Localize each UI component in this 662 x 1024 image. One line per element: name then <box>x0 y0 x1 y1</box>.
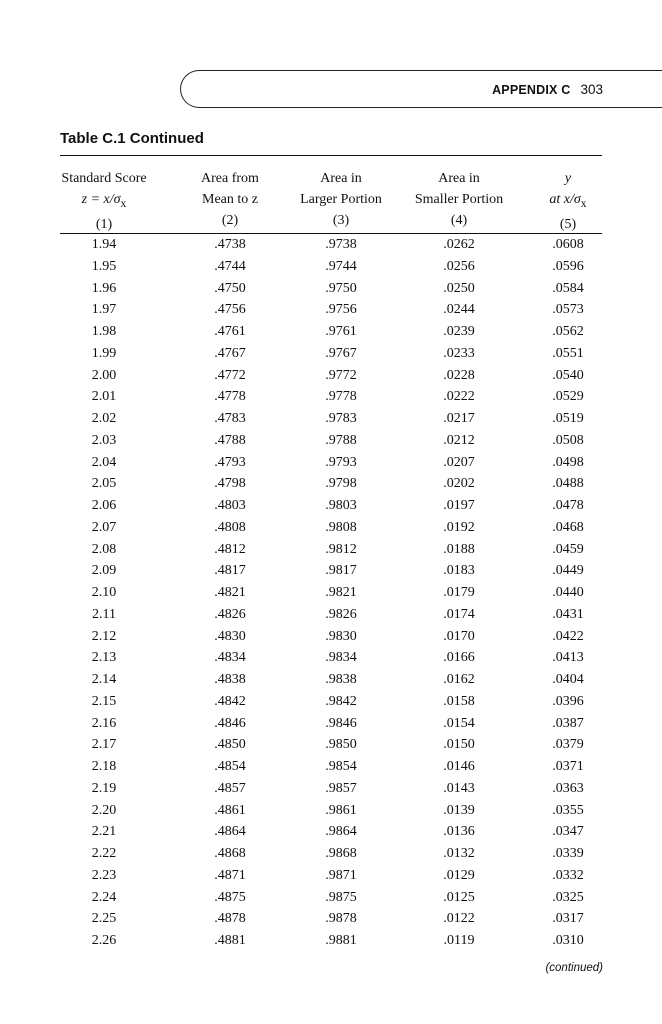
table-cell: .4750 <box>214 280 246 296</box>
table-cell: 2.03 <box>91 432 117 448</box>
table-cell: .9830 <box>325 628 357 644</box>
table-cell: .4744 <box>214 258 246 274</box>
table-cell: .0459 <box>552 541 584 557</box>
table-cell: .4861 <box>214 802 246 818</box>
table-cell: 2.22 <box>91 846 117 861</box>
table-cell: .9793 <box>325 454 357 470</box>
table-cell: 2.04 <box>91 454 117 470</box>
table-cell: .9857 <box>325 780 357 796</box>
table-cell: .4838 <box>214 672 246 687</box>
table-cell: .4857 <box>214 780 246 796</box>
table-cell: .0608 <box>552 237 584 252</box>
table-cell: .4778 <box>214 389 246 405</box>
table-cell: .0132 <box>443 846 475 861</box>
table-cell: .0468 <box>552 519 584 535</box>
table-cell: .0233 <box>443 345 475 361</box>
table-cell: .4793 <box>214 454 246 470</box>
table-cell: .0150 <box>443 737 475 753</box>
table-cell: .9881 <box>325 933 357 948</box>
table-row <box>60 324 602 346</box>
table-cell: .4756 <box>214 302 246 318</box>
table-cell: .0596 <box>552 258 584 274</box>
table-row <box>60 911 602 933</box>
table-cell: .9821 <box>325 585 357 600</box>
table-cell: .0244 <box>443 302 475 318</box>
table-cell: .9798 <box>325 476 357 492</box>
table-cell: .0212 <box>443 432 475 448</box>
table-cell: .9878 <box>325 911 357 927</box>
table-row <box>60 563 602 585</box>
table-cell: .4812 <box>214 541 246 557</box>
table-cell: .4767 <box>214 345 246 361</box>
table-row <box>60 803 602 825</box>
table-cell: .0136 <box>443 824 475 840</box>
table-cell: .0310 <box>552 933 584 948</box>
table-cell: .0143 <box>443 780 475 796</box>
table-cell: 2.23 <box>91 867 117 883</box>
table-cell: .9767 <box>325 345 357 361</box>
table-row <box>60 650 602 672</box>
table-cell: .9854 <box>325 759 357 774</box>
table-cell: .0422 <box>552 628 584 644</box>
table-cell: 2.18 <box>91 759 117 774</box>
table-row <box>60 433 602 455</box>
table-cell: .4846 <box>214 715 246 731</box>
table-cell: .9778 <box>325 389 357 405</box>
table-row <box>60 237 602 259</box>
table-cell: .0239 <box>443 324 475 339</box>
table-cell: .0317 <box>552 911 584 927</box>
table-cell: .0170 <box>443 628 475 644</box>
table-header-rule <box>60 233 602 234</box>
table-cell: .0519 <box>552 411 584 426</box>
table-cell: .0119 <box>443 933 475 948</box>
table-row <box>60 846 602 868</box>
table-cell: .0347 <box>552 824 584 840</box>
table-cell: 2.17 <box>91 737 117 753</box>
table-cell: .9756 <box>325 302 357 318</box>
column-header-3: Area in Larger Portion (3) <box>300 171 382 228</box>
table-cell: 2.24 <box>91 889 117 905</box>
table-cell: .9861 <box>325 802 357 818</box>
table-cell: .0562 <box>552 324 584 339</box>
table-cell: 2.05 <box>91 476 117 492</box>
table-row <box>60 302 602 324</box>
table-cell: 2.26 <box>91 933 117 948</box>
table-cell: .4881 <box>214 933 246 948</box>
table-cell: .4842 <box>214 693 246 709</box>
table-cell: .0129 <box>443 867 475 883</box>
table-cell: 2.20 <box>91 802 117 818</box>
table-cell: .4783 <box>214 411 246 426</box>
table-row <box>60 346 602 368</box>
table-row <box>60 498 602 520</box>
table-row <box>60 759 602 781</box>
running-head <box>492 82 603 97</box>
column-header-5: y at $x/\sigma_x$ (5) <box>549 171 587 232</box>
table-cell: .0325 <box>552 889 584 905</box>
table-cell: .0551 <box>552 345 584 361</box>
table-cell: .4788 <box>214 432 246 448</box>
table-cell: .0478 <box>552 498 584 513</box>
continued-note: (continued) <box>545 962 603 974</box>
table-row <box>60 368 602 390</box>
table-row <box>60 607 602 629</box>
table-row <box>60 542 602 564</box>
table-cell: 2.09 <box>91 563 117 579</box>
table-cell: 1.97 <box>91 302 117 318</box>
table-cell: .4798 <box>214 476 246 492</box>
table-cell: .4821 <box>214 585 246 600</box>
table-cell: .0540 <box>552 367 584 383</box>
table-cell: .0139 <box>443 802 475 818</box>
table-cell: .9788 <box>325 432 357 448</box>
table-cell: 2.02 <box>91 411 117 426</box>
table-cell: .4854 <box>214 759 246 774</box>
table-cell: .4850 <box>214 737 246 753</box>
table-cell: .0122 <box>443 911 475 927</box>
table-row <box>60 824 602 846</box>
table-cell: .0197 <box>443 498 475 513</box>
table-cell: 1.98 <box>91 324 117 339</box>
table-cell: .0396 <box>552 693 584 709</box>
table-cell: .9864 <box>325 824 357 840</box>
table-body <box>60 237 602 955</box>
table-cell: .4817 <box>214 563 246 579</box>
table-cell: .0174 <box>443 606 475 622</box>
table-row <box>60 585 602 607</box>
table-row <box>60 259 602 281</box>
column-header-4: Area in Smaller Portion (4) <box>414 171 504 228</box>
table-cell: .0192 <box>443 519 475 535</box>
table-cell: .9875 <box>325 889 357 905</box>
table-cell: .4875 <box>214 889 246 905</box>
page-number: 303 <box>580 82 603 97</box>
table-cell: 2.07 <box>91 519 117 535</box>
table-cell: 2.19 <box>91 780 117 796</box>
table-row <box>60 716 602 738</box>
table-cell: .0449 <box>552 563 584 579</box>
table-cell: 2.16 <box>91 715 117 731</box>
table-cell: .9772 <box>325 367 357 383</box>
table-cell: .0498 <box>552 454 584 470</box>
table-cell: .9761 <box>325 324 357 339</box>
table-row <box>60 933 602 955</box>
table-cell: 2.11 <box>92 606 116 622</box>
table-cell: .0332 <box>552 867 584 883</box>
column-header-2: Area from Mean to z (2) <box>201 171 259 228</box>
table-cell: .9842 <box>325 693 357 709</box>
table-cell: .0371 <box>552 759 584 774</box>
table-cell: .4738 <box>214 237 246 252</box>
table-cell: .0508 <box>552 432 584 448</box>
table-cell: .4868 <box>214 846 246 861</box>
table-row <box>60 781 602 803</box>
table-cell: .0488 <box>552 476 584 492</box>
table-cell: .0431 <box>552 606 584 622</box>
table-cell: .9738 <box>325 237 357 252</box>
table-cell: .0363 <box>552 780 584 796</box>
table-cell: .9812 <box>325 541 357 557</box>
table-cell: 2.08 <box>91 541 117 557</box>
table-cell: .0183 <box>443 563 475 579</box>
column-header-1: Standard Score $z = x/\sigma_x$ (1) <box>61 171 147 232</box>
table-cell: 2.14 <box>91 672 117 687</box>
table-cell: 2.06 <box>91 498 117 513</box>
table-cell: .9871 <box>325 867 357 883</box>
table-cell: 2.21 <box>91 824 117 840</box>
table-cell: .0207 <box>443 454 475 470</box>
table-cell: .0529 <box>552 389 584 405</box>
table-cell: .4834 <box>214 650 246 666</box>
table-cell: .0188 <box>443 541 475 557</box>
table-cell: .4808 <box>214 519 246 535</box>
table-cell: 1.95 <box>91 258 117 274</box>
table-cell: 2.13 <box>91 650 117 666</box>
table-row <box>60 868 602 890</box>
table-cell: .0584 <box>552 280 584 296</box>
table-row <box>60 890 602 912</box>
table-cell: 2.10 <box>91 585 117 600</box>
table-cell: .9838 <box>325 672 357 687</box>
table-cell: .9808 <box>325 519 357 535</box>
table-row <box>60 737 602 759</box>
table-cell: .0262 <box>443 237 475 252</box>
table-cell: .0228 <box>443 367 475 383</box>
table-row <box>60 281 602 303</box>
table-cell: 2.01 <box>91 389 117 405</box>
table-top-rule <box>60 155 602 156</box>
table-cell: .4830 <box>214 628 246 644</box>
table-cell: .4826 <box>214 606 246 622</box>
table-cell: .4864 <box>214 824 246 840</box>
table-row <box>60 520 602 542</box>
table-cell: .9817 <box>325 563 357 579</box>
table-cell: .0154 <box>443 715 475 731</box>
table-cell: .0158 <box>443 693 475 709</box>
table-cell: .0256 <box>443 258 475 274</box>
table-row <box>60 411 602 433</box>
table-cell: .0573 <box>552 302 584 318</box>
table-cell: .9750 <box>325 280 357 296</box>
table-cell: 2.00 <box>91 367 117 383</box>
table-cell: .4871 <box>214 867 246 883</box>
table-row <box>60 455 602 477</box>
table-cell: .9803 <box>325 498 357 513</box>
table-cell: .0339 <box>552 846 584 861</box>
table-cell: .0355 <box>552 802 584 818</box>
table-cell: 2.15 <box>91 693 117 709</box>
table-title: Table C.1 Continued <box>60 130 204 147</box>
table-cell: .4761 <box>214 324 246 339</box>
table-cell: .0250 <box>443 280 475 296</box>
table-cell: 1.99 <box>91 345 117 361</box>
table-cell: .9846 <box>325 715 357 731</box>
table-cell: .9826 <box>325 606 357 622</box>
table-cell: 2.25 <box>91 911 117 927</box>
table-cell: .0379 <box>552 737 584 753</box>
table-row <box>60 672 602 694</box>
table-cell: .0146 <box>443 759 475 774</box>
table-row <box>60 389 602 411</box>
table-cell: .4803 <box>214 498 246 513</box>
table-cell: .0404 <box>552 672 584 687</box>
table-cell: .9850 <box>325 737 357 753</box>
table-cell: .0413 <box>552 650 584 666</box>
table-cell: 2.12 <box>91 628 117 644</box>
table-cell: .0166 <box>443 650 475 666</box>
table-cell: .4878 <box>214 911 246 927</box>
table-cell: 1.94 <box>91 237 117 252</box>
table-cell: .4772 <box>214 367 246 383</box>
table-cell: .9744 <box>325 258 357 274</box>
table-cell: 1.96 <box>91 280 117 296</box>
appendix-label: APPENDIX C <box>492 83 571 97</box>
table-row <box>60 629 602 651</box>
table-row <box>60 476 602 498</box>
table-row <box>60 694 602 716</box>
table-cell: .0162 <box>443 672 475 687</box>
table-cell: .0387 <box>552 715 584 731</box>
table-cell: .9868 <box>325 846 357 861</box>
table-header <box>60 168 602 230</box>
table-cell: .0125 <box>443 889 475 905</box>
table-cell: .9783 <box>325 411 357 426</box>
table-cell: .0179 <box>443 585 475 600</box>
table-cell: .0202 <box>443 476 475 492</box>
table-cell: .0440 <box>552 585 584 600</box>
table-cell: .9834 <box>325 650 357 666</box>
table-cell: .0217 <box>443 411 475 426</box>
table-cell: .0222 <box>443 389 475 405</box>
